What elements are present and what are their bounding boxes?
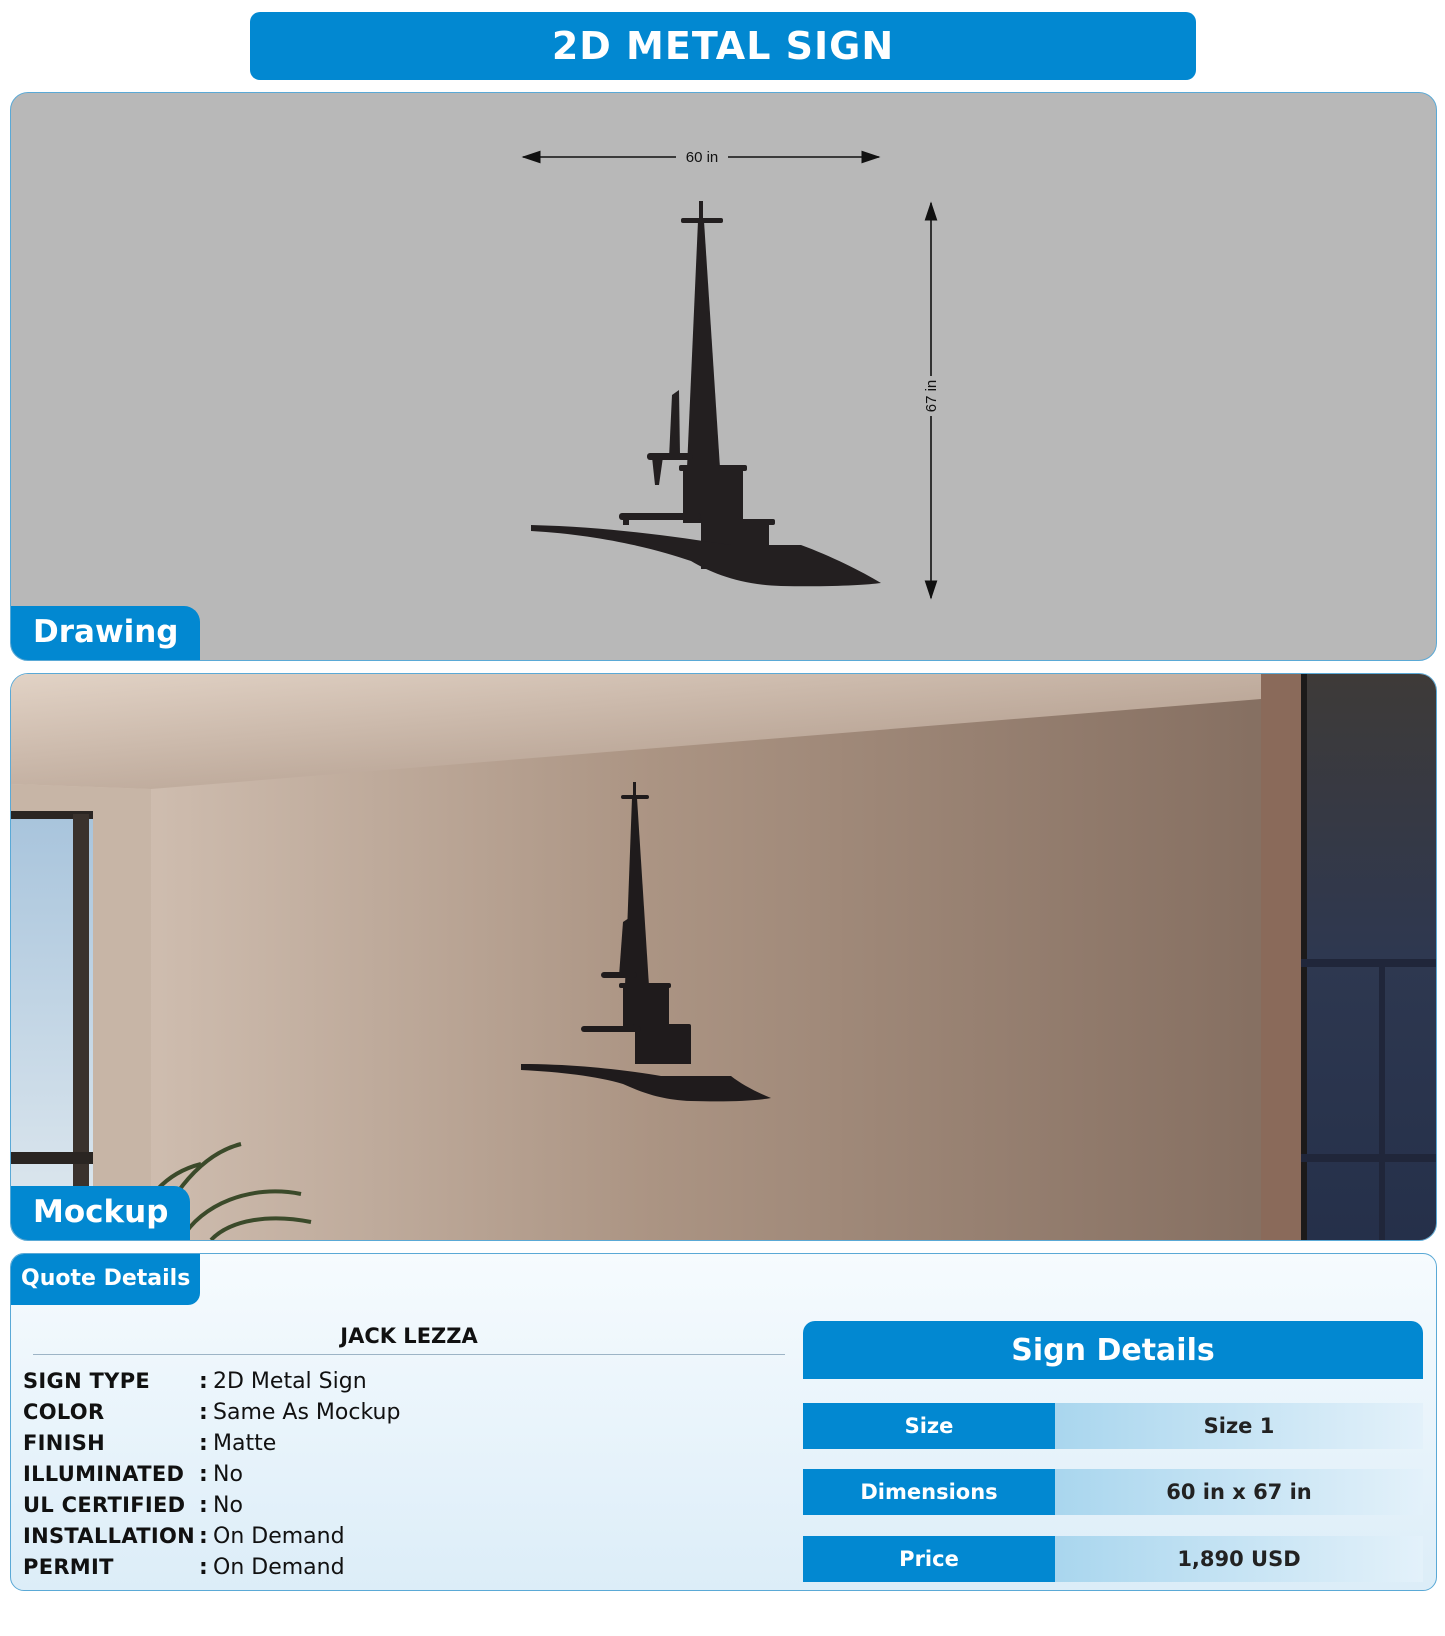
sign-details-value: 60 in x 67 in [1055,1469,1423,1515]
spec-value: Same As Mockup [213,1399,401,1425]
drawing-tab: Drawing [11,606,200,660]
drawing-panel [10,92,1437,661]
sign-details-row-dimensions [803,1469,1423,1515]
spec-row-finish [23,1428,276,1458]
sign-details-label: Size [803,1403,1055,1449]
width-label: 60 in [685,149,719,166]
height-label: 67 in [923,379,940,413]
spec-value: No [213,1492,243,1518]
sign-details-row-price [803,1536,1423,1582]
spec-value: Matte [213,1430,277,1456]
spec-colon: : [199,1461,208,1487]
sign-details-title: Sign Details [803,1321,1423,1379]
spec-colon: : [199,1430,208,1456]
dimension-drawing [11,93,1436,660]
spec-colon: : [199,1523,208,1549]
quote-details-panel [10,1253,1437,1591]
mockup-tab: Mockup [11,1186,190,1240]
spec-row-permit [23,1552,345,1582]
spec-colon: : [199,1554,208,1580]
lighthouse-silhouette [531,201,881,586]
spec-colon: : [199,1368,208,1394]
spec-value: On Demand [213,1554,345,1580]
spec-colon: : [199,1399,208,1425]
spec-label: COLOR [23,1400,105,1424]
spec-value: On Demand [213,1523,345,1549]
spec-label: PERMIT [23,1555,114,1579]
spec-value: No [213,1461,243,1487]
mockup-panel [10,673,1437,1241]
spec-label: SIGN TYPE [23,1369,151,1393]
spec-colon: : [199,1492,208,1518]
spec-label: ILLUMINATED [23,1462,185,1486]
sign-details-label: Dimensions [803,1469,1055,1515]
sign-details-label: Price [803,1536,1055,1582]
quote-details-tab: Quote Details [11,1254,200,1305]
spec-row-ul-certified [23,1490,243,1520]
sign-details-value: Size 1 [1055,1403,1423,1449]
spec-label: INSTALLATION [23,1524,196,1548]
spec-value: 2D Metal Sign [213,1368,367,1394]
spec-label: FINISH [23,1431,106,1455]
page-title: 2D METAL SIGN [250,12,1196,80]
column [1261,674,1301,1240]
spec-row-installation [23,1521,345,1551]
spec-row-color [23,1397,400,1427]
spec-row-sign-type [23,1366,367,1396]
mockup-image [11,674,1436,1240]
sign-details-value: 1,890 USD [1055,1536,1423,1582]
spec-label: UL CERTIFIED [23,1493,186,1517]
customer-name: JACK LEZZA [33,1324,785,1355]
spec-row-illuminated [23,1459,243,1489]
sign-details-row-size [803,1403,1423,1449]
